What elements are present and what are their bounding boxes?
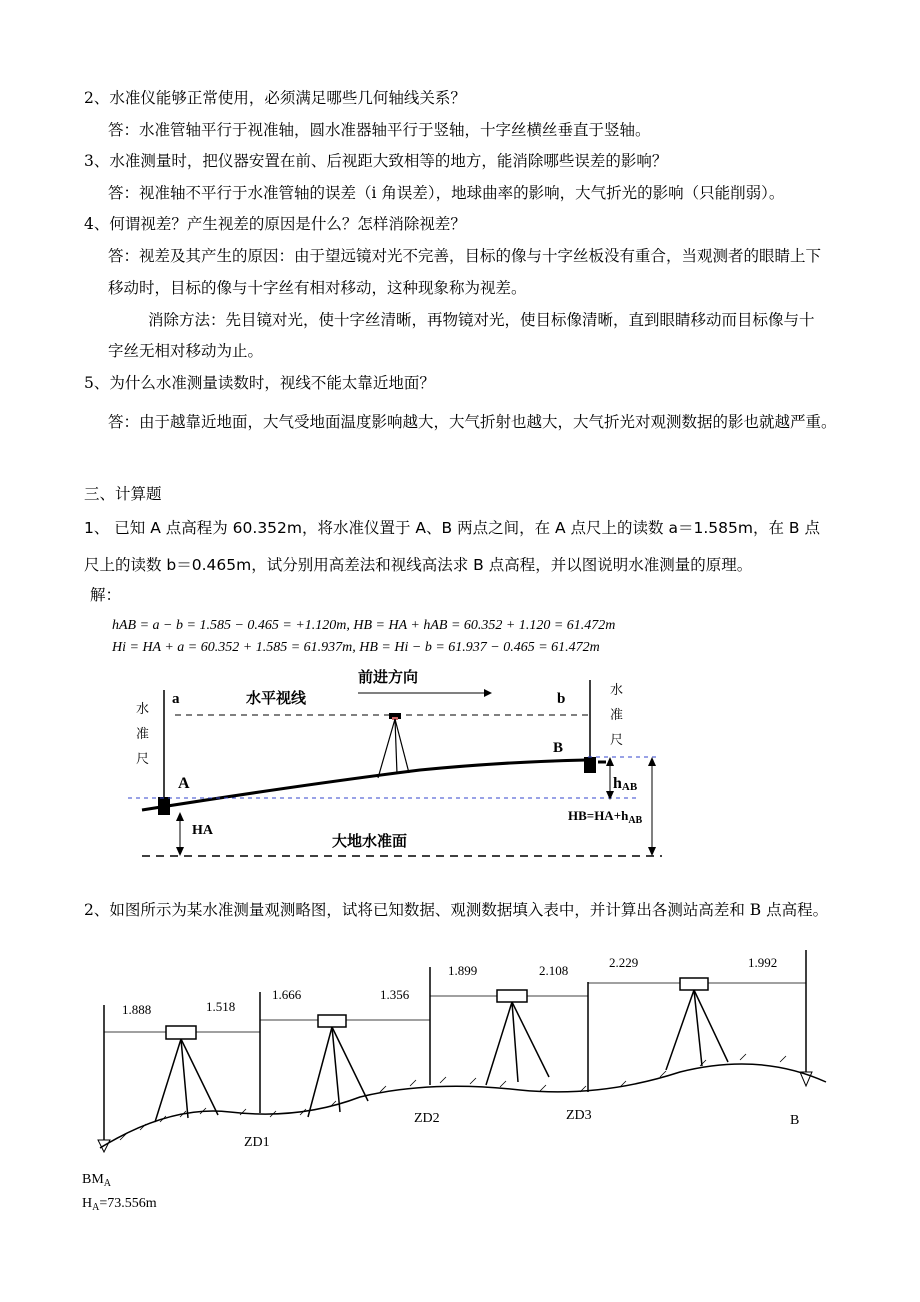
rod-right-label-2: 准 <box>610 708 624 723</box>
reading-3: 1.666 <box>272 987 302 1002</box>
label-zd2: ZD2 <box>414 1111 440 1126</box>
solution-label: 解： <box>90 586 122 604</box>
label-bma: $BM_A$ <box>82 1172 112 1189</box>
question-2: 2、水准仪能够正常使用，必须满足哪些几何轴线关系？ <box>84 89 466 107</box>
rod-right-label-3: 尺 <box>610 733 624 748</box>
question-3: 3、水准测量时，把仪器安置在前、后视距大致相等的地方，能消除哪些误差的影响？ <box>84 152 668 170</box>
terrain-hatching <box>120 1054 786 1140</box>
instrument-4-icon <box>666 978 728 1070</box>
label-geoid: 大地水准面 <box>332 832 408 850</box>
label-point-b: B <box>553 740 564 756</box>
label-ha: HA <box>192 823 213 838</box>
answer-4-line4: 字丝无相对移动为止。 <box>108 342 264 360</box>
reading-1: 1.888 <box>122 1002 152 1017</box>
rod-right-label-1: 水 <box>610 683 624 698</box>
label-point-a: A <box>178 775 190 792</box>
reading-6: 2.108 <box>539 963 569 978</box>
label-b: b <box>557 691 566 707</box>
calc-1-line1: 1、 已知 A 点高程为 60.352m，将水准仪置于 A、B 两点之间，在 A 点尺上的读数 a＝1.585m，在 B 点 <box>84 519 820 537</box>
label-sight-line: 水平视线 <box>246 689 307 707</box>
equation-2: Hi = HA + a = 60.352 + 1.585 = 61.937m, HB = Hi − b = 61.937 − 0.465 = 61.472m <box>112 640 600 655</box>
label-a: a <box>172 691 180 707</box>
terrain-line <box>100 1064 826 1148</box>
answer-5: 答：由于越靠近地面，大气受地面温度影响越大，大气折射也越大，大气折光对观测数据的影也就越严重。 <box>108 413 837 431</box>
question-4: 4、何谓视差？产生视差的原因是什么？怎样消除视差？ <box>84 215 466 233</box>
reading-4: 1.356 <box>380 987 410 1002</box>
answer-3: 答：视准轴不平行于水准管轴的误差（i 角误差），地球曲率的影响，大气折光的影响（只能削弱）。 <box>108 184 785 202</box>
label-hb: $HB=HA+h_{AB}$ <box>568 808 643 826</box>
equation-1: hAB = a − b = 1.585 − 0.465 = +1.120m, HB = HA + hAB = 60.352 + 1.120 = 61.472m <box>112 618 616 633</box>
answer-2: 答：水准管轴平行于视准轴，圆水准器轴平行于竖轴，十字丝横丝垂直于竖轴。 <box>108 121 651 139</box>
question-5: 5、为什么水准测量读数时，视线不能太靠近地面？ <box>84 374 435 392</box>
label-b-point: B <box>790 1113 800 1128</box>
instrument-2-icon <box>308 1015 368 1117</box>
reading-7: 2.229 <box>609 955 639 970</box>
rod-left-label-1: 水 <box>136 702 150 717</box>
instrument-3-icon <box>486 990 549 1085</box>
section-heading: 三、计算题 <box>84 485 162 503</box>
reading-2: 1.518 <box>206 999 236 1014</box>
rod-left-label-3: 尺 <box>136 752 150 767</box>
rod-left-label-2: 准 <box>136 727 150 742</box>
question-calc-2: 2、如图所示为某水准测量观测略图，试将已知数据、观测数据填入表中，并计算出各测站高差和 B 点高程。 <box>84 901 829 919</box>
reading-5: 1.899 <box>448 963 478 978</box>
calc-1-line2: 尺上的读数 b＝0.465m，试分别用高差法和视线高法求 B 点高程，并以图说明水准测量的原理。 <box>84 556 753 574</box>
label-zd3: ZD3 <box>566 1108 592 1123</box>
reading-8: 1.992 <box>748 955 778 970</box>
label-ha-value: $H_A=73.556m$ <box>82 1196 157 1213</box>
answer-4-line3: 消除方法：先目镜对光，使十字丝清晰，再物镜对光，使目标像清晰，直到眼睛移动而目标像与十 <box>148 311 815 329</box>
label-hab: hAB <box>613 775 638 793</box>
answer-4-line1: 答：视差及其产生的原因：由于望远镜对光不完善，目标的像与十字丝板没有重合，当观测者的眼睛上下 <box>108 247 822 265</box>
label-zd1: ZD1 <box>244 1135 270 1150</box>
instrument-1-icon <box>155 1026 218 1122</box>
answer-4-line2: 移动时，目标的像与十字丝有相对移动，这种现象称为视差。 <box>108 279 527 297</box>
label-direction: 前进方向 <box>358 668 419 686</box>
